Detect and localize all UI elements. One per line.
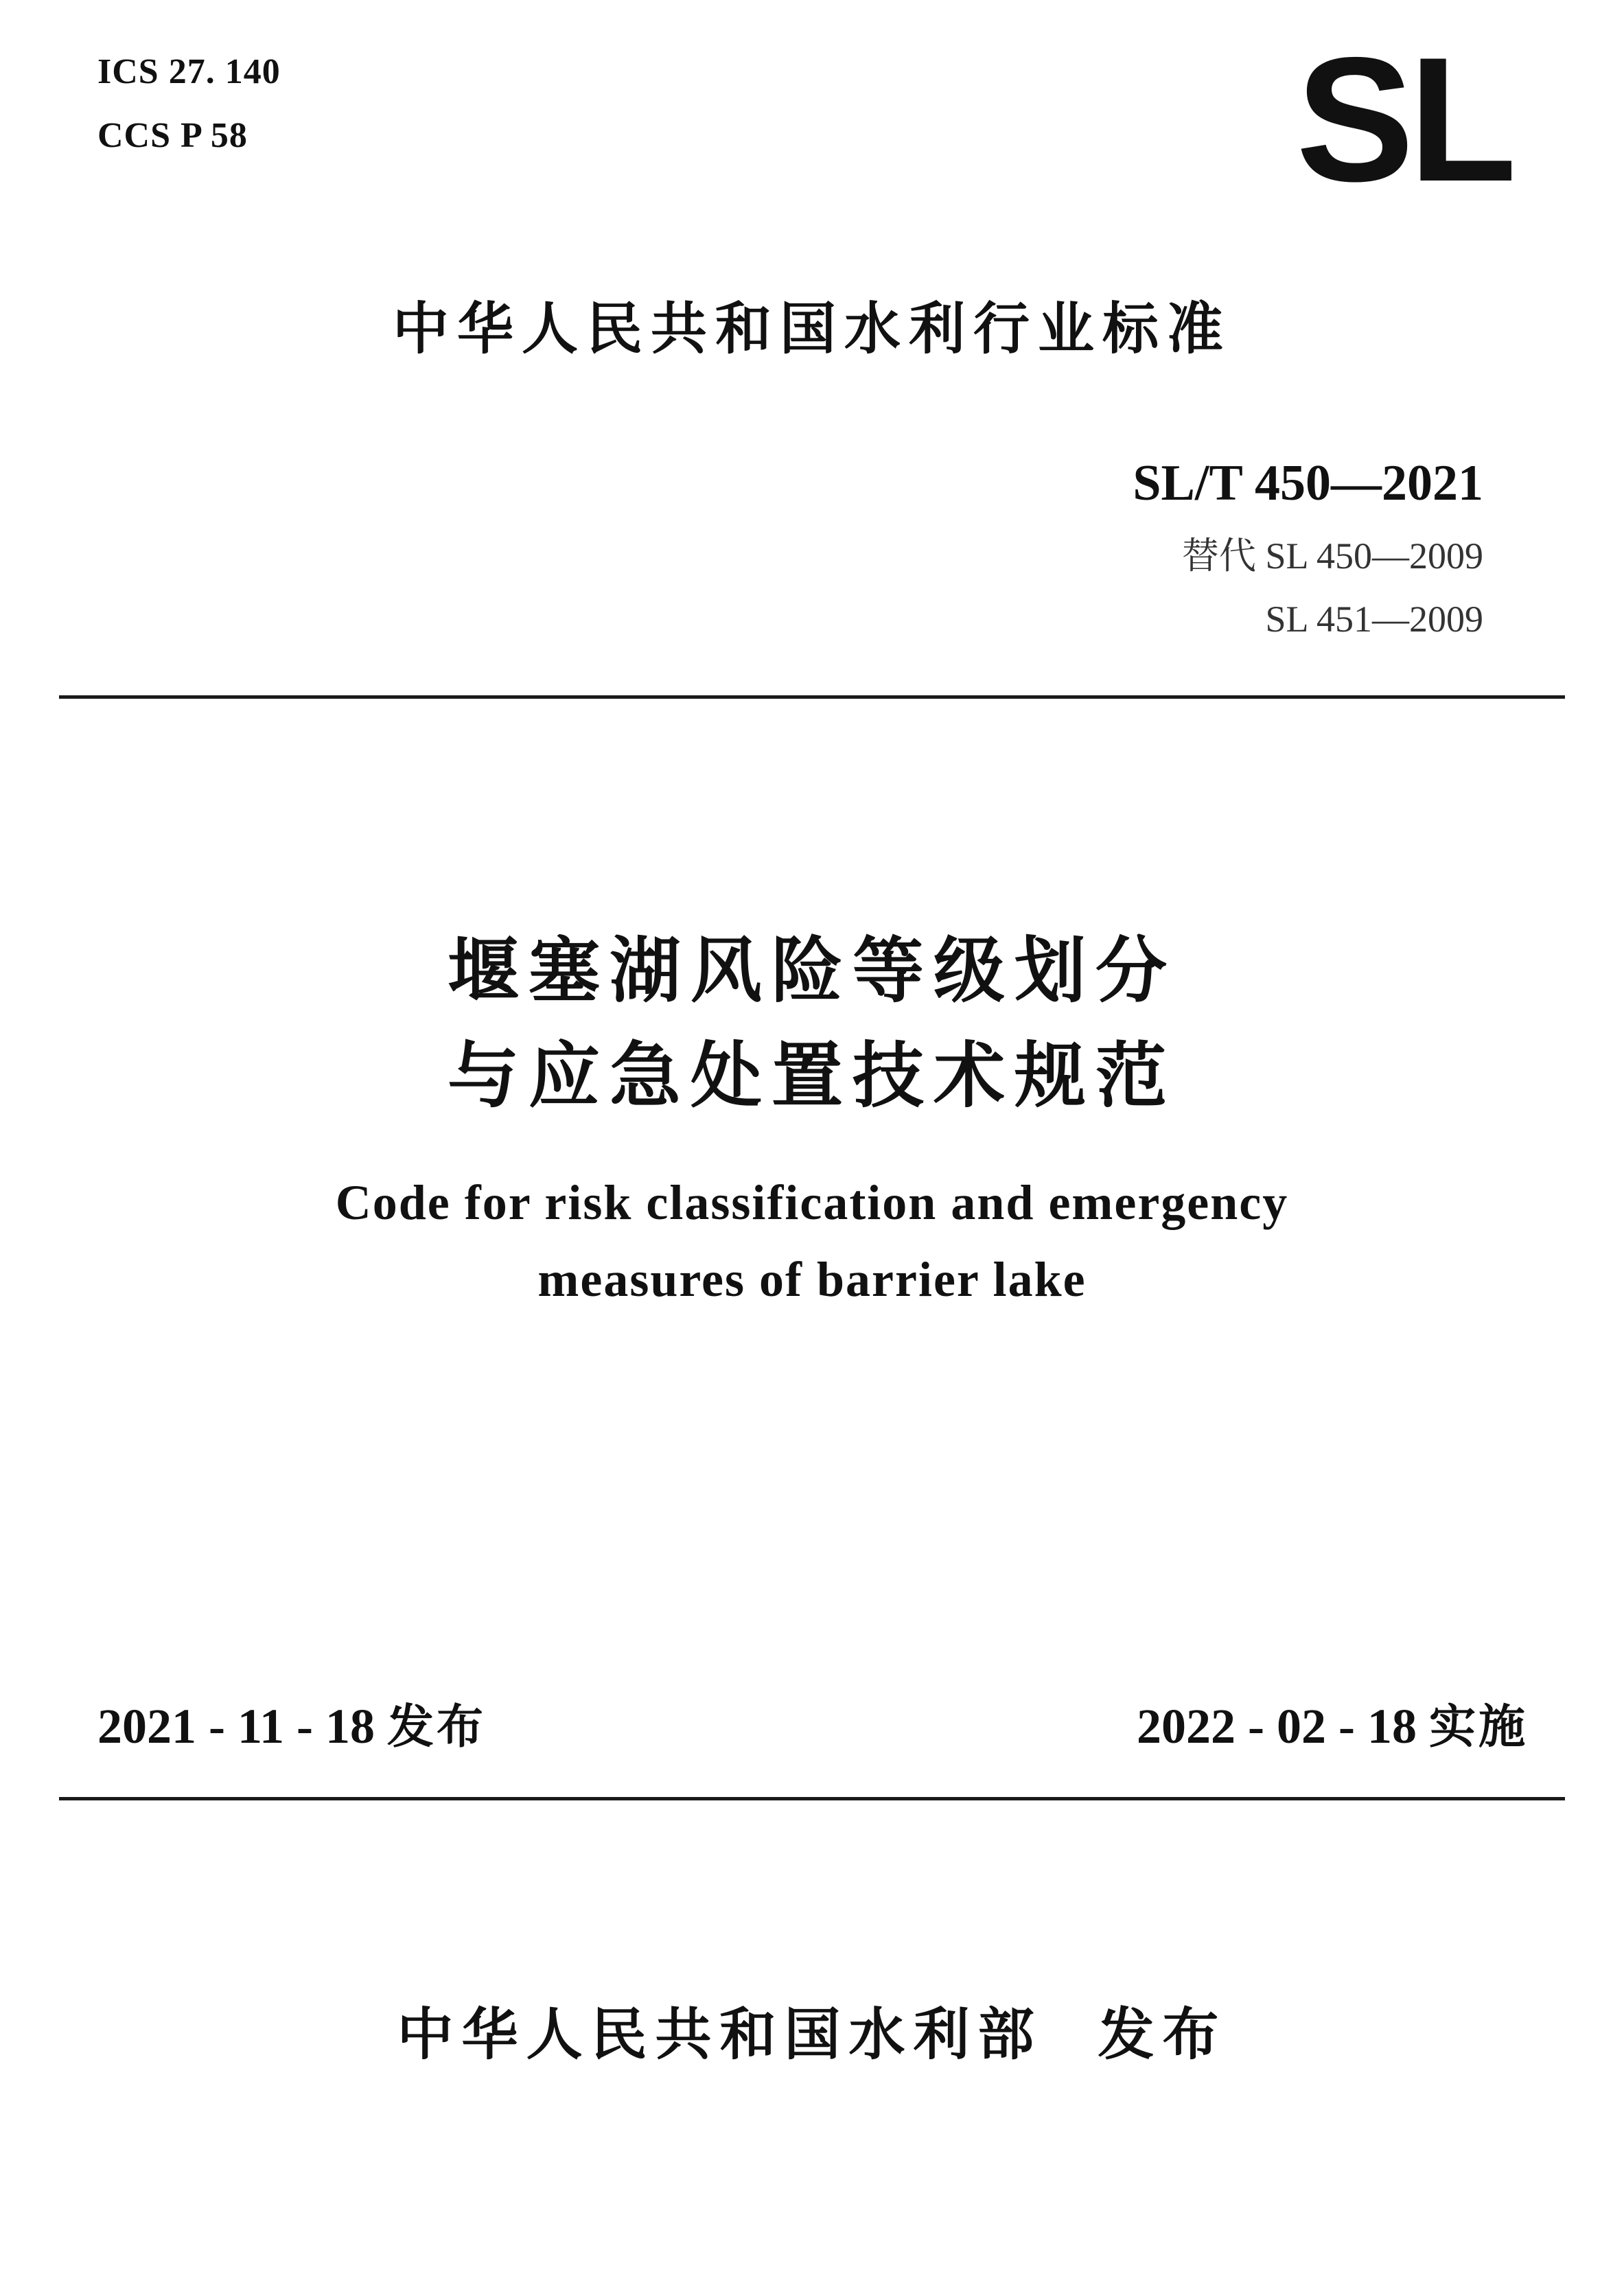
publisher: 中华人民共和国水利部 发布 — [397, 2002, 1227, 2067]
title-cn-line-1: 堰塞湖风险等级划分 — [447, 929, 1176, 1012]
ccs-code: CCS P 58 — [97, 116, 248, 155]
replaces-standard-1: 替代 SL 450—2009 — [1181, 535, 1483, 577]
standard-number: SL/T 450—2021 — [1133, 455, 1483, 511]
issue-date — [97, 1695, 486, 1759]
title-en-line-2: measures of barrier lake — [537, 1252, 1087, 1307]
effective-date-value: 2022 - 02 - 18 — [1137, 1699, 1417, 1754]
effective-date — [1137, 1695, 1528, 1759]
bottom-divider — [59, 1797, 1565, 1800]
effective-date-label: 实施 — [1428, 1700, 1528, 1754]
industry-standard-title: 中华人民共和国水利行业标准 — [392, 297, 1231, 362]
title-cn-line-2: 与应急处置技术规范 — [447, 1034, 1176, 1117]
top-divider — [59, 695, 1565, 699]
title-en-line-1: Code for risk classification and emergency — [335, 1175, 1289, 1230]
svg-text:SL: SL — [1296, 55, 1511, 189]
sl-logo-icon — [1273, 55, 1534, 189]
issue-date-label: 发布 — [386, 1700, 486, 1754]
ics-code: ICS 27. 140 — [97, 52, 281, 91]
issue-date-value: 2021 - 11 - 18 — [97, 1699, 375, 1754]
replaces-standard-2: SL 451—2009 — [1265, 599, 1483, 640]
